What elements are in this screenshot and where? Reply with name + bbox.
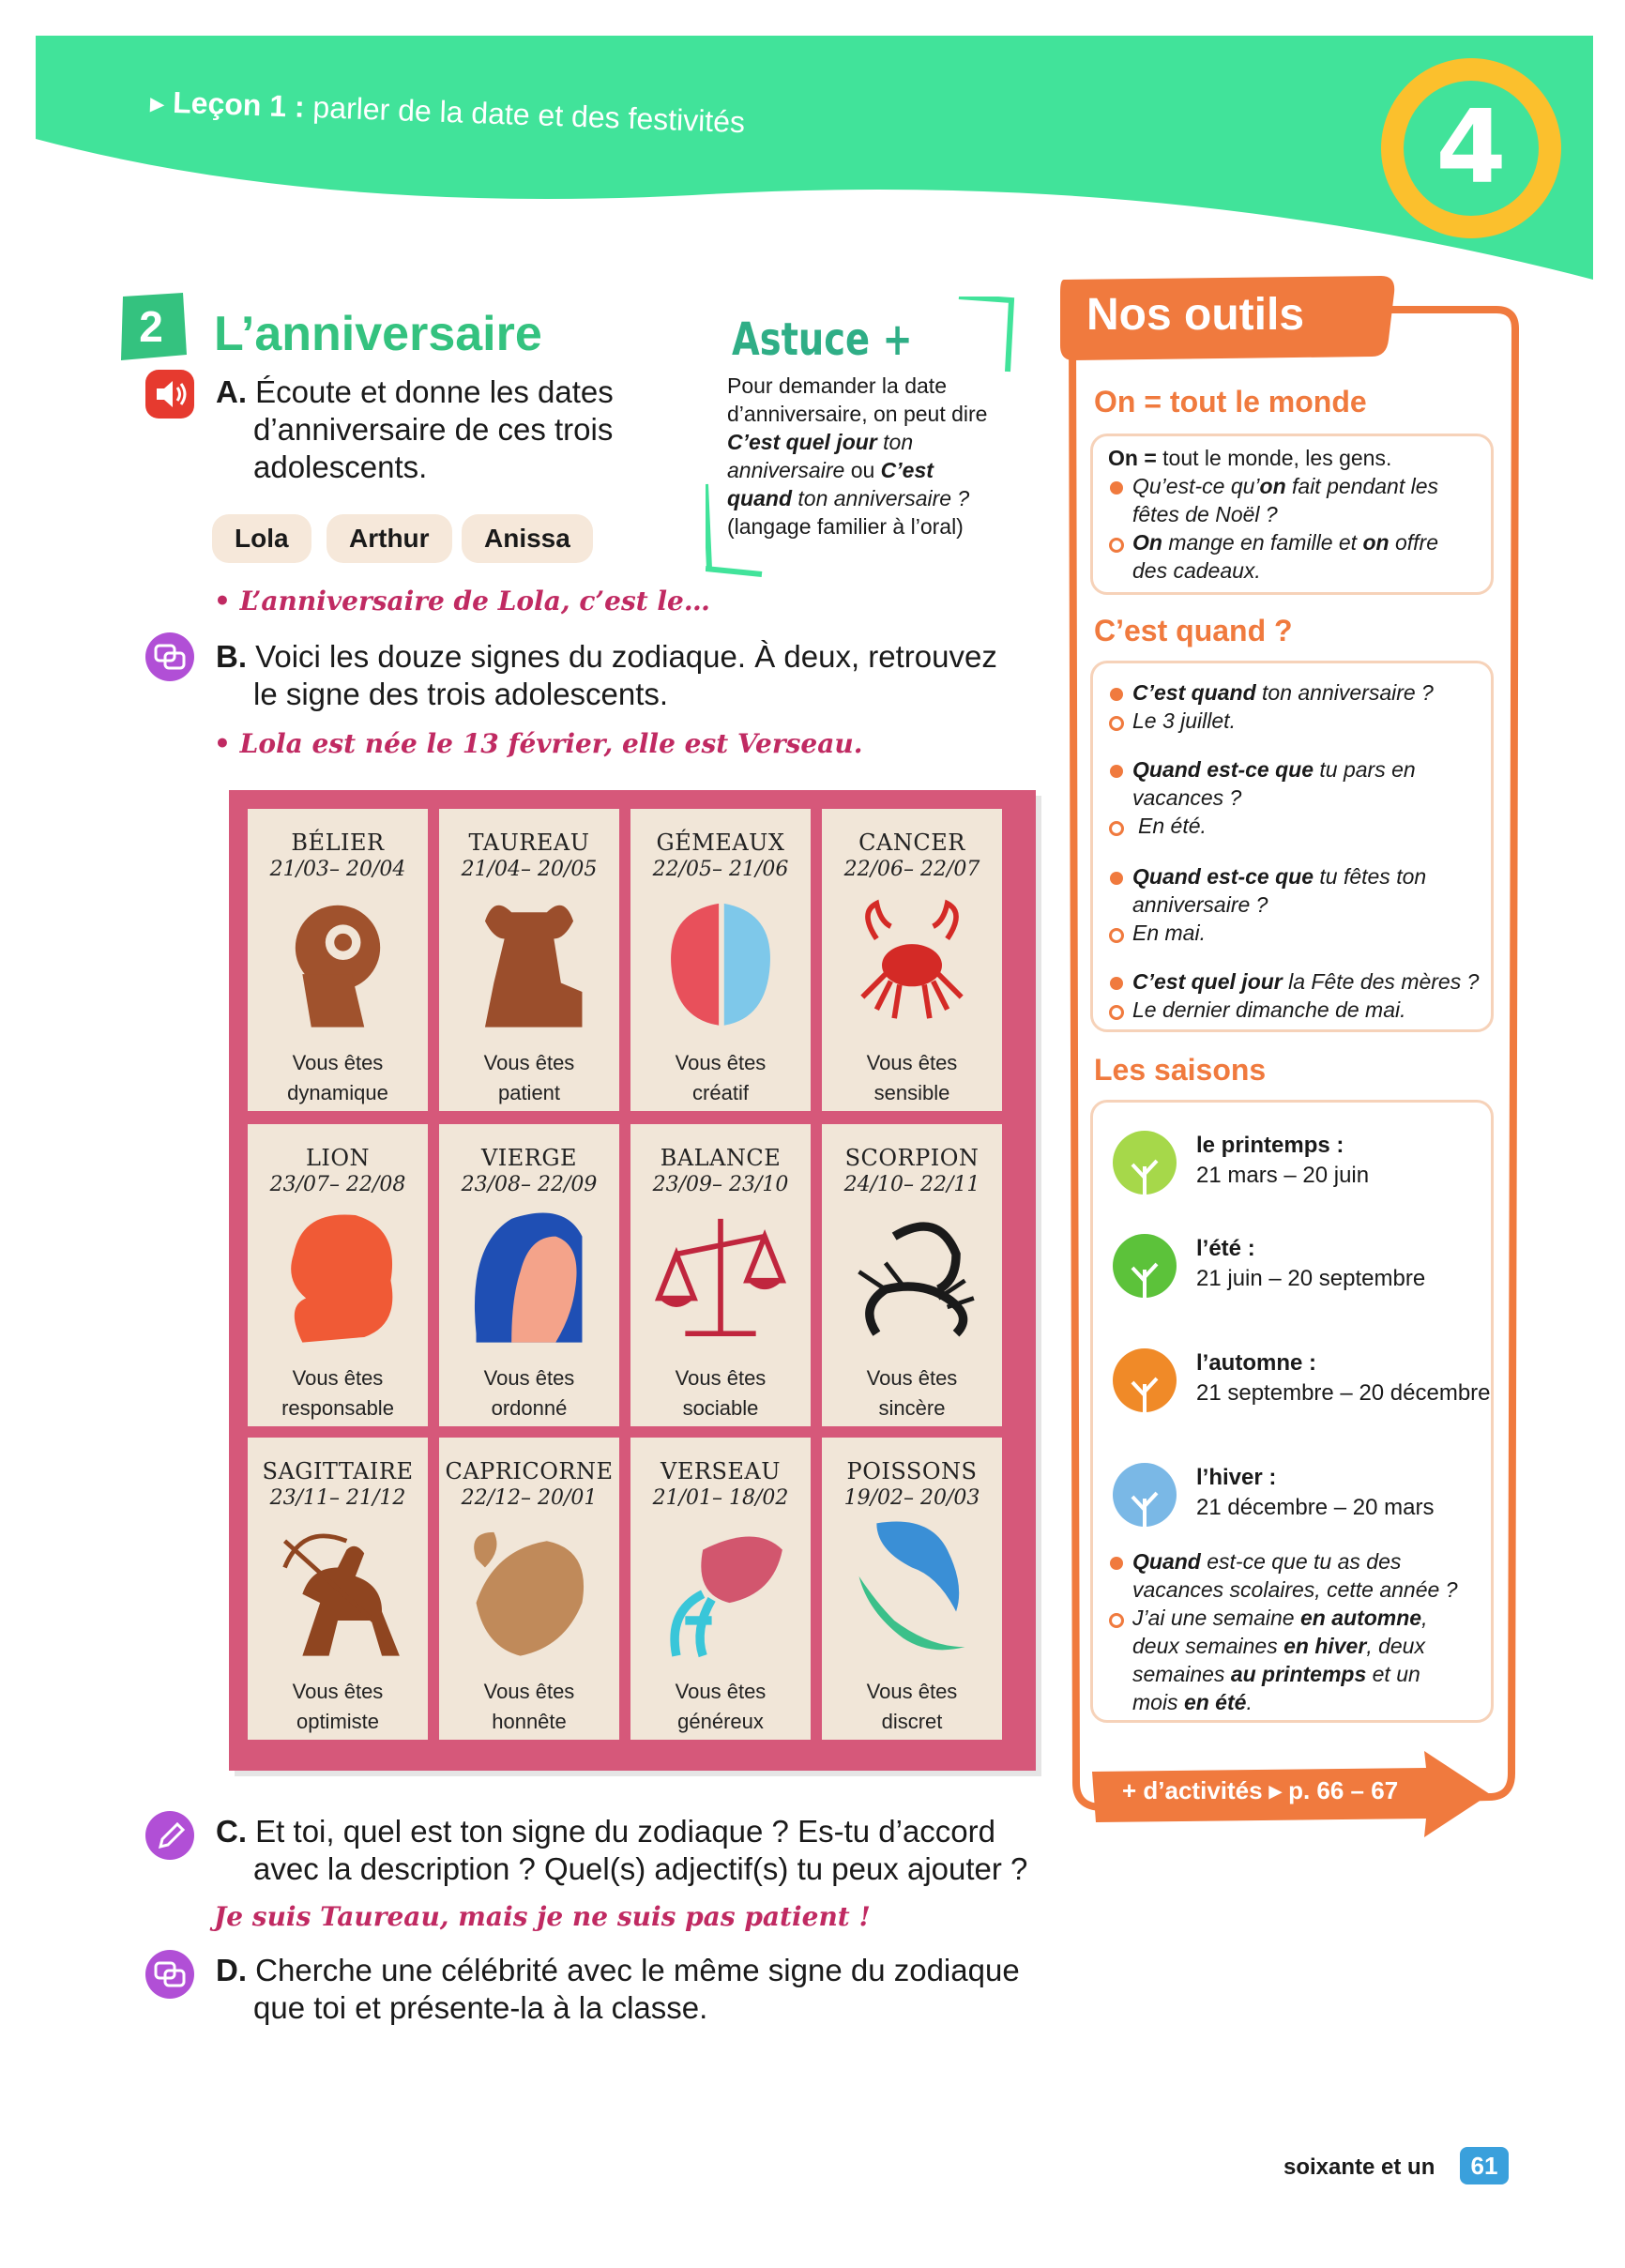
zodiac-symbol-icon xyxy=(263,886,413,1036)
zodiac-card xyxy=(822,1124,1002,1426)
zodiac-sign-name: CANCER xyxy=(858,830,965,856)
zodiac-trait-label: Vous êtes xyxy=(292,1051,384,1074)
section-number-badge: 2 xyxy=(117,293,192,362)
season-tree-icon xyxy=(1108,1347,1181,1420)
quand-q3: Quand est-ce que tu fêtes ton xyxy=(1132,864,1427,889)
zodiac-sign-name: VIERGE xyxy=(480,1145,578,1171)
zodiac-symbol-icon xyxy=(645,886,796,1036)
page-number: 61 xyxy=(1460,2147,1509,2184)
saisons-answer-2: deux semaines en hiver, deux xyxy=(1132,1634,1425,1658)
bullet-dot xyxy=(1110,1557,1123,1570)
zodiac-sign-name: BALANCE xyxy=(660,1145,782,1171)
zodiac-symbol-icon xyxy=(645,1201,796,1351)
zodiac-trait-value: dynamique xyxy=(287,1081,388,1104)
zodiac-sign-dates: 22/06– 22/07 xyxy=(843,858,980,881)
example-a: • L’anniversaire de Lola, c’est le… xyxy=(214,586,710,616)
zodiac-sign-name: SCORPION xyxy=(844,1145,980,1171)
question-b: B. Voici les douze signes du zodiaque. À deux, retrouvez le signe des trois adolescents. xyxy=(216,639,997,711)
on-question: Qu’est-ce qu’on fait pendant les xyxy=(1132,474,1439,498)
zodiac-symbol-icon xyxy=(454,886,604,1036)
zodiac-trait-value: ordonné xyxy=(491,1396,568,1420)
on-definition: On = tout le monde, les gens. xyxy=(1108,446,1392,470)
zodiac-symbol-icon xyxy=(454,1201,604,1351)
zodiac-sign-dates: 19/02– 20/03 xyxy=(843,1486,980,1510)
saisons-heading: Les saisons xyxy=(1094,1053,1267,1087)
unit-number-badge xyxy=(1377,54,1565,242)
bullet-dot xyxy=(1110,977,1123,990)
quand-heading: C’est quand ? xyxy=(1094,614,1293,647)
zodiac-symbol-icon xyxy=(645,1515,796,1665)
astuce-title: Astuce + xyxy=(732,313,913,366)
zodiac-symbol-icon xyxy=(837,1515,987,1665)
zodiac-trait-label: Vous êtes xyxy=(483,1366,575,1390)
zodiac-trait-label: Vous êtes xyxy=(483,1680,575,1703)
season-tree-icon xyxy=(1108,1232,1181,1305)
question-c: C. Et toi, quel est ton signe du zodiaque ? Es-tu d’accord avec la description ? Quel(s) adjectif(s) tu peux ajouter ? xyxy=(216,1814,1028,1886)
bullet-dot xyxy=(1110,765,1123,778)
on-answer: On mange en famille et on offre xyxy=(1132,530,1438,555)
section-title: L’anniversaire xyxy=(214,307,542,361)
zodiac-trait-value: patient xyxy=(497,1081,561,1104)
saisons-answer-4: mois en été. xyxy=(1132,1690,1253,1714)
astuce-text: Pour demander la date d’anniversaire, on peut dire C’est quel jour ton anniversaire ou C’est quand ton anniversaire ? (langage familier à l’oral) xyxy=(727,373,988,539)
outils-title: Nos outils xyxy=(1086,290,1305,340)
zodiac-symbol-icon xyxy=(837,1201,987,1351)
name-tag-lola: Lola xyxy=(212,514,311,563)
saisons-answer-1: J’ai une semaine en automne, xyxy=(1132,1606,1428,1630)
zodiac-sign-name: POISSONS xyxy=(846,1458,978,1484)
zodiac-trait-value: honnête xyxy=(492,1710,567,1733)
season-name: le printemps : xyxy=(1196,1133,1344,1158)
zodiac-trait-label: Vous êtes xyxy=(866,1051,958,1074)
zodiac-card xyxy=(630,1124,811,1426)
page-number-words: soixante et un xyxy=(1283,2154,1435,2180)
zodiac-symbol-icon xyxy=(263,1201,413,1351)
quand-q3-cont: anniversaire ? xyxy=(1132,892,1268,917)
bullet-dot xyxy=(1110,481,1123,495)
header-band xyxy=(36,36,1593,289)
quand-q4: C’est quel jour la Fête des mères ? xyxy=(1132,969,1480,994)
zodiac-sign-dates: 23/11– 21/12 xyxy=(269,1486,406,1510)
quand-a3: En mai. xyxy=(1132,921,1206,945)
quand-q1: C’est quand ton anniversaire ? xyxy=(1132,680,1434,705)
zodiac-card xyxy=(248,1438,428,1740)
bullet-ring xyxy=(1109,821,1124,836)
zodiac-sign-name: CAPRICORNE xyxy=(445,1458,614,1484)
bullet-dot xyxy=(1110,872,1123,885)
zodiac-trait-value: sociable xyxy=(682,1396,759,1420)
zodiac-card xyxy=(822,809,1002,1111)
zodiac-sign-name: BÉLIER xyxy=(291,830,385,856)
zodiac-sign-name: GÉMEAUX xyxy=(656,830,785,856)
question-d: D. Cherche une célébrité avec le même signe du zodiaque que toi et présente-la à la classe. xyxy=(216,1953,1020,2025)
name-tag-anissa: Anissa xyxy=(462,514,593,563)
quand-a2: En été. xyxy=(1138,814,1207,838)
season-name: l’automne : xyxy=(1196,1350,1317,1376)
zodiac-sign-dates: 21/01– 18/02 xyxy=(652,1486,789,1510)
zodiac-sign-dates: 21/04– 20/05 xyxy=(461,858,598,881)
on-answer-cont: des cadeaux. xyxy=(1132,558,1261,583)
example-b: • Lola est née le 13 février, elle est Verseau. xyxy=(214,728,863,759)
quand-box xyxy=(1090,661,1494,1032)
season-dates: 21 décembre – 20 mars xyxy=(1196,1495,1435,1520)
pair-work-icon[interactable] xyxy=(144,1948,196,2001)
question-a: A. Écoute et donne les dates d’anniversaire de ces trois adolescents. xyxy=(216,374,614,484)
season-tree-icon xyxy=(1108,1461,1181,1534)
season-dates: 21 mars – 20 juin xyxy=(1196,1163,1370,1188)
zodiac-sign-dates: 24/10– 22/11 xyxy=(843,1173,980,1196)
zodiac-trait-label: Vous êtes xyxy=(292,1680,384,1703)
quand-a1: Le 3 juillet. xyxy=(1132,708,1236,733)
zodiac-card xyxy=(248,1124,428,1426)
zodiac-trait-label: Vous êtes xyxy=(675,1051,767,1074)
writing-pen-icon[interactable] xyxy=(144,1809,196,1862)
bullet-ring xyxy=(1109,1613,1124,1628)
zodiac-trait-value: créatif xyxy=(692,1081,749,1104)
zodiac-symbol-icon xyxy=(263,1515,413,1665)
zodiac-trait-value: généreux xyxy=(677,1710,764,1733)
on-question-cont: fêtes de Noël ? xyxy=(1132,502,1278,526)
more-activities-text[interactable]: + d’activités ▸ p. 66 – 67 xyxy=(1122,1776,1399,1804)
bullet-ring xyxy=(1109,716,1124,731)
zodiac-trait-value: optimiste xyxy=(296,1710,380,1733)
zodiac-trait-label: Vous êtes xyxy=(675,1366,767,1390)
zodiac-trait-label: Vous êtes xyxy=(866,1680,958,1703)
zodiac-sign-name: TAUREAU xyxy=(468,830,590,856)
zodiac-card xyxy=(248,809,428,1111)
zodiac-trait-label: Vous êtes xyxy=(292,1366,384,1390)
on-heading: On = tout le monde xyxy=(1094,385,1367,419)
zodiac-sign-dates: 22/12– 20/01 xyxy=(461,1486,598,1510)
lesson-title: ▶ Leçon 1 : parler de la date et des festivités xyxy=(149,84,746,140)
zodiac-trait-value: discret xyxy=(881,1710,943,1733)
zodiac-sign-name: VERSEAU xyxy=(661,1458,781,1484)
zodiac-card xyxy=(439,809,619,1111)
zodiac-card xyxy=(439,1124,619,1426)
season-dates: 21 juin – 20 septembre xyxy=(1196,1266,1426,1291)
zodiac-sign-dates: 21/03– 20/04 xyxy=(269,858,406,881)
saisons-box xyxy=(1090,1100,1494,1723)
on-box xyxy=(1090,434,1494,595)
zodiac-sign-dates: 23/07– 22/08 xyxy=(269,1173,406,1196)
zodiac-trait-label: Vous êtes xyxy=(866,1366,958,1390)
zodiac-symbol-icon xyxy=(454,1515,604,1665)
bullet-ring xyxy=(1109,1005,1124,1020)
bullet-ring xyxy=(1109,928,1124,943)
zodiac-trait-value: sensible xyxy=(873,1081,950,1104)
zodiac-trait-value: responsable xyxy=(281,1396,394,1420)
zodiac-sign-name: SAGITTAIRE xyxy=(262,1458,414,1484)
name-tag-arthur: Arthur xyxy=(327,514,452,563)
zodiac-trait-value: sincère xyxy=(878,1396,946,1420)
example-c: Je suis Taureau, mais je ne suis pas patient ! xyxy=(214,1901,871,1932)
zodiac-sign-dates: 23/08– 22/09 xyxy=(461,1173,598,1196)
zodiac-sign-name: LION xyxy=(305,1145,371,1171)
bullet-ring xyxy=(1109,538,1124,553)
bullet-dot xyxy=(1110,688,1123,701)
season-name: l’hiver : xyxy=(1196,1465,1277,1490)
saisons-question: Quand est-ce que tu as des xyxy=(1132,1549,1402,1574)
zodiac-card xyxy=(439,1438,619,1740)
zodiac-card xyxy=(822,1438,1002,1740)
zodiac-symbol-icon xyxy=(837,886,987,1036)
season-name: l’été : xyxy=(1196,1236,1255,1261)
zodiac-sign-dates: 23/09– 23/10 xyxy=(652,1173,789,1196)
play-triangle-icon: ▶ xyxy=(149,94,165,115)
audio-speaker-icon[interactable] xyxy=(144,368,196,420)
saisons-answer-3: semaines au printemps et un xyxy=(1132,1662,1420,1686)
season-dates: 21 septembre – 20 décembre xyxy=(1196,1380,1491,1406)
svg-text:4: 4 xyxy=(1435,89,1507,206)
zodiac-trait-label: Vous êtes xyxy=(483,1051,575,1074)
zodiac-card xyxy=(630,809,811,1111)
quand-a4: Le dernier dimanche de mai. xyxy=(1132,997,1406,1022)
pair-work-icon[interactable] xyxy=(144,631,196,683)
quand-q2: Quand est-ce que tu pars en xyxy=(1132,757,1416,782)
zodiac-card xyxy=(630,1438,811,1740)
quand-q2-cont: vacances ? xyxy=(1132,785,1242,810)
zodiac-sign-dates: 22/05– 21/06 xyxy=(652,858,789,881)
zodiac-board xyxy=(229,790,1036,1771)
saisons-question-cont: vacances scolaires, cette année ? xyxy=(1132,1577,1458,1602)
zodiac-trait-label: Vous êtes xyxy=(675,1680,767,1703)
season-tree-icon xyxy=(1108,1129,1181,1202)
